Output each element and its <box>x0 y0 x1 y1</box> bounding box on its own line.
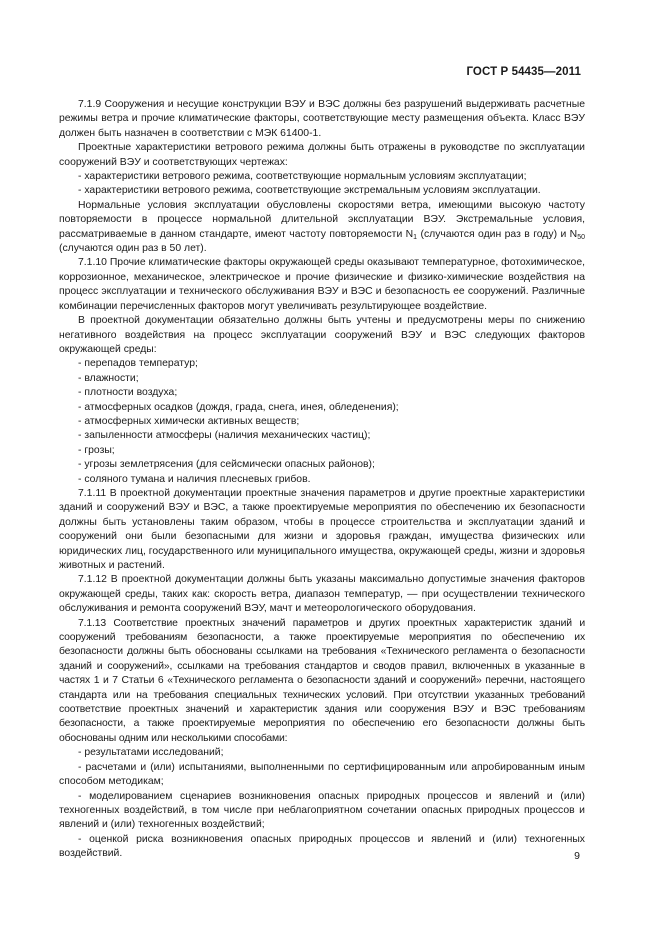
paragraph-7-1-12: 7.1.12 В проектной документации должны быть указаны максимально допустимые значения факторов окружающей среды, таких как: скорость ветра, диапазон температур, — при осуществлении технического обслуживания и ремонта сооружений ВЭУ, мачт и метеорологического оборудования. <box>59 574 585 615</box>
list-item: - плотности воздуха; <box>78 387 178 399</box>
subscript: 1 <box>413 233 418 241</box>
list-item: - влажности; <box>78 372 139 384</box>
list-item: - запыленности атмосферы (наличия механических частиц); <box>78 430 371 442</box>
list-item: - перепадов температур; <box>78 358 198 370</box>
list-item: - атмосферных осадков (дождя, града, снега, инея, обледенения); <box>78 401 399 413</box>
paragraph-operating-conditions <box>59 199 585 257</box>
text-span: (случаются один раз в году) и N <box>417 228 578 240</box>
list-item: - соляного тумана и наличия плесневых грибов. <box>78 473 311 485</box>
list-item: - угрозы землетрясения (для сейсмически опасных районов); <box>78 459 375 471</box>
paragraph-design-documentation: В проектной документации обязательно должны быть учтены и предусмотрены меры по снижению негативного воздействия на процесс эксплуатации сооружений ВЭУ и ВЭС следующих факторов окружающей среды: <box>59 315 585 355</box>
list-item: - характеристики ветрового режима, соответствующие нормальным условиям эксплуатации; <box>78 171 527 183</box>
text-span: Нормальные условия эксплуатации обусловлены скоростями ветра, имеющими высокую частоту повторяемости в процессе нормальной длительной эксплуатации ВЭУ. Экстремальные условия, рассматриваемые в данном стандарте, имеют частоту повторяемости N <box>59 199 585 240</box>
paragraph-7-1-9: 7.1.9 Сооружения и несущие конструкции ВЭУ и ВЭС должны без разрушений выдерживать расчетные режимы ветра и прочие климатические факторы, соответствующие месту размещения объекта. Класс ВЭУ должен быть назначен в соответствии с МЭК 61400-1. <box>59 99 585 139</box>
list-item: - атмосферных химически активных веществ; <box>78 415 300 427</box>
paragraph-7-1-11: 7.1.11 В проектной документации проектные значения параметров и другие проектные характеристики зданий и сооружений ВЭУ и ВЭС, а также проектируемые мероприятия по обеспечению их безопасности должны быть установлены таким образом, чтобы в процессе строительства и эксплуатации зданий и сооружений они были безопасными для жизни и здоровья граждан, имущества физических или юридических лиц, государственного или муниципального имущества, окружающей среды, жизни и здоровья животных и растений. <box>59 487 585 571</box>
subscript: 50 <box>577 233 585 241</box>
paragraph-7-1-13: 7.1.13 Соответствие проектных значений параметров и других проектных характеристик зданий и сооружений требованиям безопасности, а также проектируемые мероприятия по обеспечению их безопасности должны быть обоснованы ссылками на требования «Технического регламента о безопасности зданий и сооружений», ссылками на требования стандартов и сводов правил, включенных в указанные в частях 1 и 7 Статьи 6 «Технического регламента о безопасности зданий и сооружений» перечни, настоящего стандарта или на требования специальных технических условий. При отсутствии указанных требований соответствие проектных значений и характеристик здания или сооружения ВЭУ и ВЭС требованиям безопасности, а также проектируемые мероприятия по обеспечению его безопасности должны быть обоснованы одним или несколькими способами: <box>59 617 585 744</box>
paragraph-wind-characteristics: Проектные характеристики ветрового режима должны быть отражены в руководстве по эксплуатации сооружений ВЭУ и соответствующих чертежах: <box>59 142 585 168</box>
list-item: - оценкой риска возникновения опасных природных процессов и явлений и (или) техногенных воздействий. <box>59 833 585 860</box>
document-body <box>59 98 585 862</box>
paragraph-7-1-10: 7.1.10 Прочие климатические факторы окружающей среды оказывают температурное, фотохимическое, коррозионное, механическое, электрическое и прочие физические и физико-химические воздействия на процесс эксплуатации и технического обслуживания ВЭУ и ВЭС и безопасность ее сооружений. Различные комбинации перечисленных факторов могут увеличивать результирующее воздействие. <box>59 257 585 312</box>
list-item: - моделированием сценариев возникновения опасных природных процессов и явлений и (или) техногенных воздействий, в том числе при неблагоприятном сочетании опасных природных процессов и явлений и (или) техногенных воздействий; <box>59 790 585 831</box>
text-span: (случаются один раз в 50 лет). <box>59 243 207 255</box>
list-item: - характеристики ветрового режима, соответствующие экстремальным условиям эксплуатации. <box>78 185 541 197</box>
list-item: - расчетами и (или) испытаниями, выполненными по сертифицированным или апробированным иным способом методикам; <box>59 761 585 788</box>
list-item: - результатами исследований; <box>78 747 224 759</box>
page-number: 9 <box>574 850 580 862</box>
list-item: - грозы; <box>78 444 115 456</box>
document-header: ГОСТ Р 54435—2011 <box>466 66 581 78</box>
